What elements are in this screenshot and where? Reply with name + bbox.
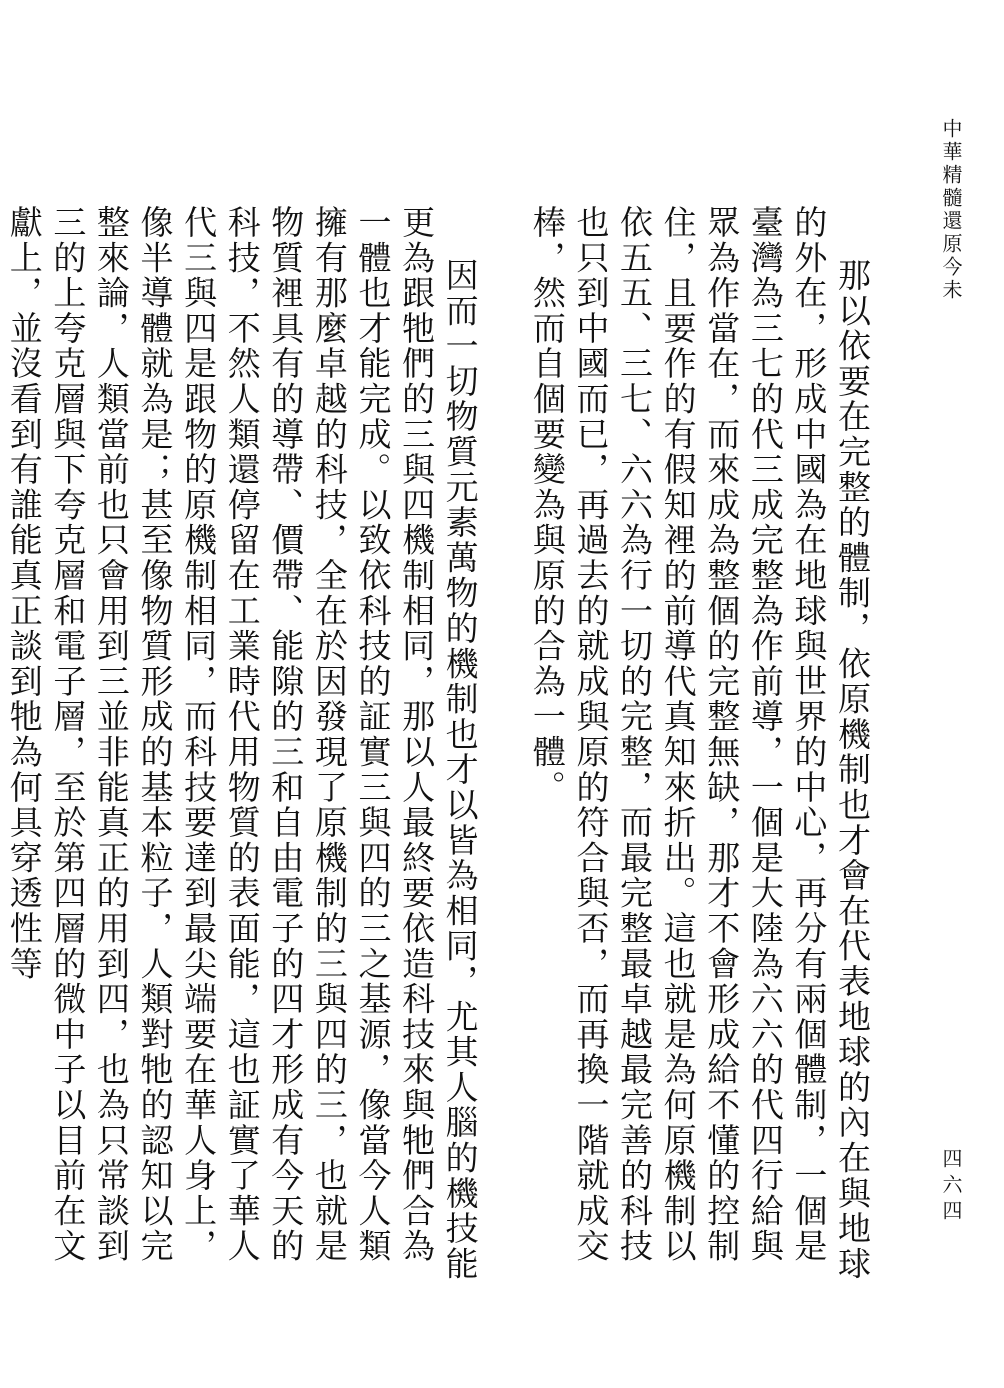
paragraph-gap xyxy=(482,205,526,1285)
paragraph-1: 那以依要在完整的體制，依原機制也才會在代表地球的內在與地球的外在，形成中國為在地球與世界的中心，再分有兩個體制，一個是臺灣為三七的代三成完整為作前導，一個是大陸為六六的代四行給與眾為作當在，而來成為整個的完整無缺，那才不會形成給不懂的控制住，且要作的有假知裡的前導代真知來折出。這也就是為何原機制以依五五、三七、六六為行一切的完整，而最完整最卓越最完善的科技也只到中國而已，再過去的就成與原的符合與否，而再換一階就成交棒，然而自個要變為與原的合為一體。 xyxy=(527,205,872,1282)
paragraph-2: 因而一切物質元素萬物的機制也才以皆為相同，尤其人腦的機技能更為跟牠們的三與四機制相同，那以人最終要依造科技來與牠們合為一體也才能完成。以致依科技的証實三與四的三之基源，像當今人類擁有那麼卓越的科技，全在於因發現了原機制的三與四的三，也就是物質裡具有的導帶、價帶、能隙的三和自由電子的四才形成有今天的科技，不然人類還停留在工業時代用物質的表面能，這也証實了華人代三與四是跟物的原機制相同，而科技要達到最尖端要在華人身上，像半導體就為是；甚至像物質形成的基本粒子，人類對牠的認知以完整來論，人類當前也只會用到三並非能真正的用到四，也為只常談到三的上夸克層與下夸克層和電子層，至於第四層的微中子以目前在文獻上，並沒看到有誰能真正談到牠為何具穿透性等 xyxy=(4,205,480,1282)
page-number: 四六四 xyxy=(939,1148,963,1226)
body-text xyxy=(2,205,874,1285)
running-title: 中華精髓還原今未 xyxy=(939,118,963,302)
